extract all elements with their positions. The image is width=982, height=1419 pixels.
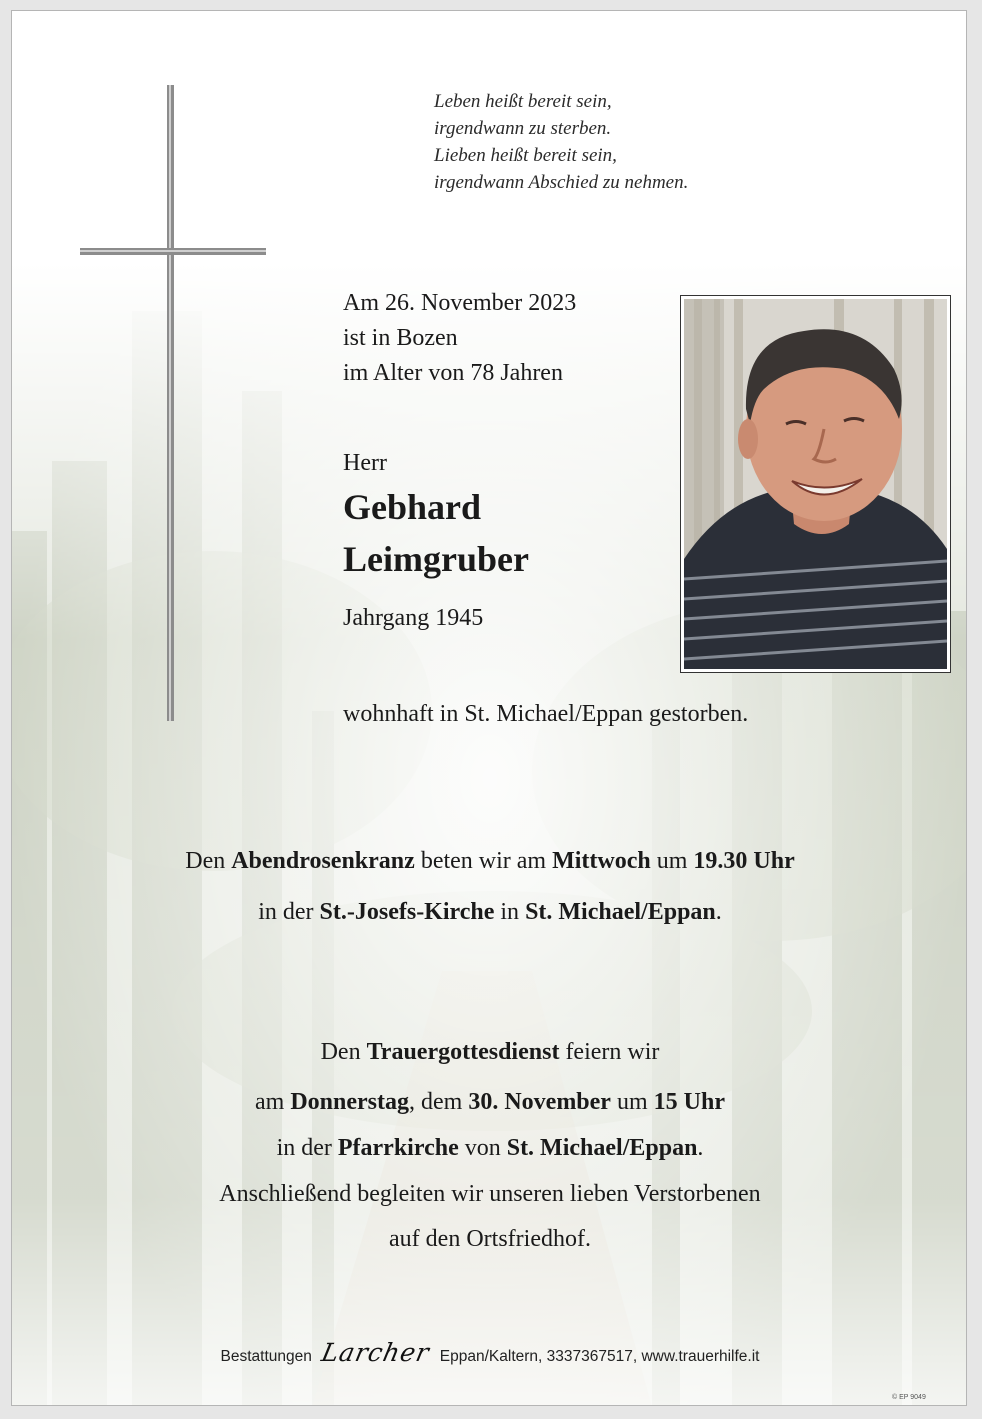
last-name: Leimgruber (343, 539, 529, 579)
funeral-line-1 (12, 1027, 967, 1078)
text-segment: in der (258, 899, 320, 925)
poem-line: Lieben heißt bereit sein, (434, 145, 617, 166)
print-code: © EP 9049 (892, 1394, 926, 1401)
text-segment: . (715, 899, 722, 925)
text-segment: um (650, 848, 694, 874)
text-segment: . (697, 1135, 704, 1161)
funeral-line-2 (12, 1077, 967, 1128)
emphasized-text: Trauergottesdienst (366, 1039, 560, 1065)
text-segment: Anschließend begleiten wir unseren lieben Verstorbenen (219, 1181, 761, 1207)
text-segment: um (610, 1089, 654, 1115)
salutation: Herr (343, 450, 387, 476)
funeral-line-3 (12, 1123, 967, 1174)
portrait-photo-frame (680, 295, 951, 673)
footer-contact: Eppan/Kaltern, 3337367517, www.trauerhilfe.it (439, 1348, 760, 1365)
footer-prefix: Bestattungen (220, 1348, 312, 1365)
text-segment: Den (320, 1039, 367, 1065)
poem-line: irgendwann zu sterben. (434, 118, 612, 139)
emphasized-text: 19.30 Uhr (693, 848, 795, 874)
text-segment: feiern wir (559, 1039, 660, 1065)
emphasized-text: St.-Josefs-Kirche (319, 899, 495, 925)
poem-quote (434, 88, 794, 196)
portrait-photo (684, 299, 947, 669)
text-segment: von (458, 1135, 507, 1161)
emphasized-text: 30. November (468, 1089, 611, 1115)
emphasized-text: Pfarrkirche (337, 1135, 459, 1161)
cross-icon (80, 85, 266, 721)
funeral-home-logo: Larcher (319, 1338, 433, 1367)
birth-year: Jahrgang 1945 (343, 605, 484, 631)
funeral-home-footer (12, 1338, 967, 1367)
emphasized-text: Donnerstag (290, 1089, 409, 1115)
text-segment: auf den Ortsfriedhof. (389, 1226, 591, 1252)
funeral-line-4 (12, 1169, 967, 1220)
residence-line: wohnhaft in St. Michael/Eppan gestorben. (343, 701, 749, 727)
text-segment: Den (185, 848, 232, 874)
emphasized-text: Abendrosenkranz (231, 848, 415, 874)
obituary-sheet (11, 10, 967, 1406)
rosary-line-2 (12, 887, 967, 938)
text-segment: in (494, 899, 526, 925)
emphasized-text: 15 Uhr (653, 1089, 725, 1115)
text-segment: , dem (409, 1089, 469, 1115)
text-segment: beten wir am (414, 848, 553, 874)
death-date-line: Am 26. November 2023 (343, 290, 577, 316)
emphasized-text: Mittwoch (552, 848, 651, 874)
text-segment: in der (276, 1135, 338, 1161)
emphasized-text: St. Michael/Eppan (506, 1135, 698, 1161)
poem-line: Leben heißt bereit sein, (434, 91, 612, 112)
text-segment: am (255, 1089, 291, 1115)
poem-line: irgendwann Abschied zu nehmen. (434, 172, 689, 193)
age-line: im Alter von 78 Jahren (343, 360, 563, 386)
rosary-line-1 (12, 836, 967, 887)
emphasized-text: St. Michael/Eppan (525, 899, 716, 925)
first-name: Gebhard (343, 487, 482, 527)
funeral-line-5 (12, 1214, 967, 1265)
death-place-line: ist in Bozen (343, 325, 458, 351)
